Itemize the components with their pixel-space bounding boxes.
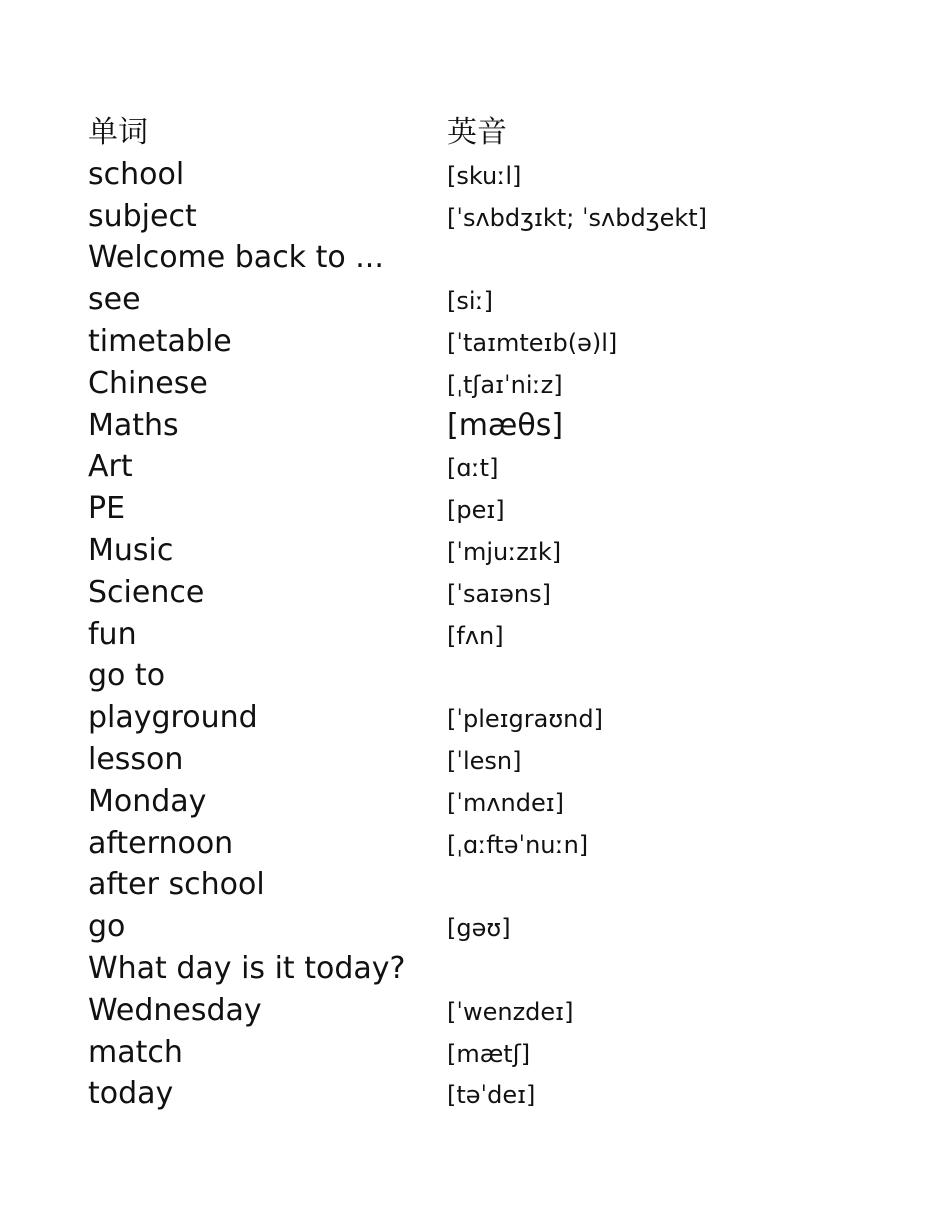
word-cell: Science bbox=[88, 574, 205, 610]
word-cell: Monday bbox=[88, 783, 207, 819]
word-cell: see bbox=[88, 282, 141, 318]
word-cell: school bbox=[88, 156, 185, 192]
table-row bbox=[88, 1073, 868, 1115]
word-cell: fun bbox=[88, 616, 137, 652]
table-row bbox=[88, 948, 868, 990]
table-row bbox=[88, 405, 868, 447]
table-row bbox=[88, 488, 868, 530]
table-row bbox=[88, 739, 868, 781]
ipa-cell: [peɪ] bbox=[447, 496, 505, 525]
ipa-cell: [ˈmjuːzɪk] bbox=[447, 537, 562, 566]
word-cell: go bbox=[88, 909, 126, 945]
table-row bbox=[88, 363, 868, 405]
word-cell: timetable bbox=[88, 323, 232, 359]
word-cell: afternoon bbox=[88, 825, 234, 861]
ipa-cell: [ˈmʌndeɪ] bbox=[447, 788, 565, 817]
word-cell: Art bbox=[88, 449, 133, 485]
word-cell: subject bbox=[88, 198, 197, 234]
table-row bbox=[88, 321, 868, 363]
ipa-cell: [skuːl] bbox=[447, 161, 522, 190]
table-row bbox=[88, 655, 868, 697]
table-row bbox=[88, 237, 868, 279]
word-cell: PE bbox=[88, 491, 126, 527]
vocabulary-table bbox=[88, 112, 868, 1115]
word-cell: Wednesday bbox=[88, 992, 262, 1028]
table-row bbox=[88, 572, 868, 614]
table-row bbox=[88, 906, 868, 948]
word-cell: What day is it today? bbox=[88, 950, 406, 986]
table-row bbox=[88, 781, 868, 823]
ipa-cell: [mætʃ] bbox=[447, 1039, 531, 1068]
table-row bbox=[88, 697, 868, 739]
word-cell: go to bbox=[88, 658, 166, 694]
ipa-cell: [siː] bbox=[447, 287, 493, 316]
word-cell: playground bbox=[88, 700, 258, 736]
table-row bbox=[88, 823, 868, 865]
word-cell: today bbox=[88, 1076, 174, 1112]
word-cell: Maths bbox=[88, 407, 179, 443]
ipa-cell: [ˈpleɪgraʊnd] bbox=[447, 705, 603, 734]
word-cell: after school bbox=[88, 867, 265, 903]
ipa-cell: [ˌtʃaɪˈniːz] bbox=[447, 370, 563, 399]
ipa-cell: [ˈwenzdeɪ] bbox=[447, 997, 574, 1026]
table-row bbox=[88, 446, 868, 488]
table-row bbox=[88, 196, 868, 238]
ipa-cell: [ˈsʌbdʒɪkt; ˈsʌbdʒekt] bbox=[447, 203, 708, 232]
table-row bbox=[88, 990, 868, 1032]
word-cell: lesson bbox=[88, 741, 184, 777]
ipa-cell: [ɑːt] bbox=[447, 454, 499, 483]
ipa-cell: [gəʊ] bbox=[447, 914, 511, 943]
table-row bbox=[88, 864, 868, 906]
ipa-cell: [ˈsaɪəns] bbox=[447, 579, 551, 608]
table-row bbox=[88, 1032, 868, 1074]
word-cell: Welcome back to ... bbox=[88, 240, 384, 276]
ipa-column-header: 英音 bbox=[447, 115, 507, 150]
word-cell: Chinese bbox=[88, 365, 208, 401]
table-row bbox=[88, 279, 868, 321]
ipa-cell: [mæθs] bbox=[447, 407, 564, 443]
ipa-cell: [fʌn] bbox=[447, 621, 504, 650]
word-cell: Music bbox=[88, 532, 174, 568]
table-row bbox=[88, 154, 868, 196]
ipa-cell: [ˈlesn] bbox=[447, 746, 522, 775]
ipa-cell: [ˌɑːftəˈnuːn] bbox=[447, 830, 589, 859]
word-column-header: 单词 bbox=[88, 115, 148, 150]
ipa-cell: [ˈtaɪmteɪb(ə)l] bbox=[447, 328, 618, 357]
ipa-cell: [təˈdeɪ] bbox=[447, 1081, 536, 1110]
table-row bbox=[88, 530, 868, 572]
word-cell: match bbox=[88, 1034, 183, 1070]
table-header bbox=[88, 112, 868, 154]
table-row bbox=[88, 614, 868, 656]
